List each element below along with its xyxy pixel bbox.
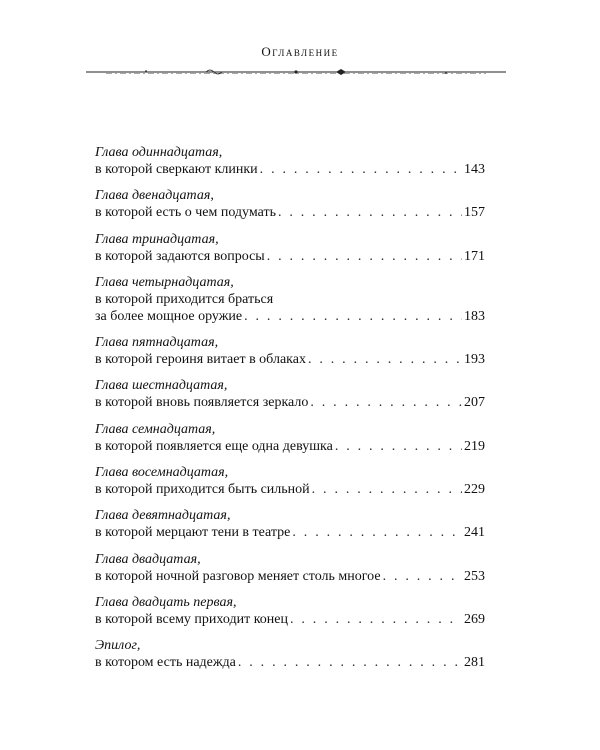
page-number: 229 — [464, 482, 485, 498]
chapter-subtitle-line — [95, 351, 485, 368]
chapter-title: Глава тринадцатая, — [95, 231, 219, 247]
dot-leader — [308, 351, 462, 368]
chapter-title: Глава пятнадцатая, — [95, 335, 219, 351]
chapter-subtitle: в которой приходится быть сильной — [95, 482, 310, 498]
page-number: 193 — [464, 352, 485, 368]
chapter-subtitle: в которой всему приходит конец — [95, 611, 288, 627]
dot-leader — [260, 161, 462, 178]
page-number: 281 — [464, 655, 485, 671]
toc-entry — [95, 637, 485, 671]
chapter-title: Глава двадцать первая, — [95, 594, 237, 610]
chapter-subtitle-line — [95, 248, 485, 265]
page-number: 157 — [464, 205, 485, 221]
page-number: 143 — [464, 162, 485, 177]
toc-entry — [95, 334, 485, 368]
chapter-subtitle: в которой задаются вопросы — [95, 248, 265, 264]
chapter-subtitle: в которой героиня витает в облаках — [95, 352, 306, 368]
page-number: 269 — [464, 611, 485, 627]
toc-entry — [95, 187, 485, 221]
dot-leader — [312, 481, 462, 498]
toc-entry — [95, 144, 485, 178]
table-of-contents — [95, 144, 485, 681]
toc-entry — [95, 594, 485, 628]
chapter-title: Глава девятнадцатая, — [95, 508, 231, 524]
toc-entry — [95, 507, 485, 541]
toc-entry — [95, 551, 485, 585]
dot-leader — [310, 394, 462, 411]
chapter-title: Глава двенадцатая, — [95, 188, 214, 204]
chapter-subtitle: в которой сверкают клинки — [95, 162, 258, 177]
page-number: 207 — [464, 395, 485, 411]
chapter-subtitle-line — [95, 611, 485, 628]
chapter-title: Глава одиннадцатая, — [95, 145, 223, 160]
page-number: 241 — [464, 525, 485, 541]
dot-leader — [278, 204, 462, 221]
chapter-subtitle-line — [95, 291, 485, 308]
toc-entry — [95, 464, 485, 498]
chapter-title: Глава восемнадцатая, — [95, 465, 229, 481]
chapter-subtitle-line — [95, 308, 485, 325]
chapter-subtitle-line — [95, 204, 485, 221]
toc-entry — [95, 421, 485, 455]
chapter-subtitle: в которой мерцают тени в театре — [95, 525, 291, 541]
chapter-subtitle-line — [95, 568, 485, 585]
chapter-subtitle-line — [95, 481, 485, 498]
chapter-subtitle: в которой ночной разговор меняет столь многое — [95, 568, 381, 584]
chapter-subtitle-line — [95, 524, 485, 541]
page-title: Оглавление — [261, 44, 339, 59]
chapter-subtitle-line — [95, 654, 485, 671]
chapter-title: Глава двадцатая, — [95, 551, 201, 567]
chapter-subtitle: в которой есть о чем подумать — [95, 205, 276, 221]
page-number: 183 — [464, 308, 485, 324]
chapter-subtitle-line — [95, 161, 485, 178]
dot-leader — [238, 654, 462, 671]
chapter-title: Эпилог, — [95, 638, 141, 654]
chapter-title: Глава четырнадцатая, — [95, 274, 234, 290]
chapter-subtitle: в которой появляется еще одна девушка — [95, 438, 333, 454]
toc-entry — [95, 274, 485, 325]
page-number: 253 — [464, 568, 485, 584]
chapter-title: Глава семнадцатая, — [95, 421, 216, 437]
page-number: 219 — [464, 438, 485, 454]
dot-leader — [244, 308, 462, 325]
dot-leader — [267, 248, 462, 265]
dot-leader — [383, 568, 462, 585]
dot-leader — [290, 611, 462, 628]
chapter-subtitle: в котором есть надежда — [95, 655, 236, 671]
page-number: 171 — [464, 248, 485, 264]
chapter-subtitle: в которой приходится браться — [95, 291, 274, 307]
chapter-subtitle: за более мощное оружие — [95, 308, 243, 324]
toc-entry — [95, 231, 485, 265]
chapter-title: Глава шестнадцатая, — [95, 378, 228, 394]
decorative-divider — [86, 66, 506, 78]
dot-leader — [335, 438, 462, 455]
chapter-subtitle: в которой вновь появляется зеркало — [95, 395, 309, 411]
toc-entry — [95, 377, 485, 411]
chapter-subtitle-line — [95, 438, 485, 455]
dot-leader — [292, 524, 462, 541]
chapter-subtitle-line — [95, 394, 485, 411]
